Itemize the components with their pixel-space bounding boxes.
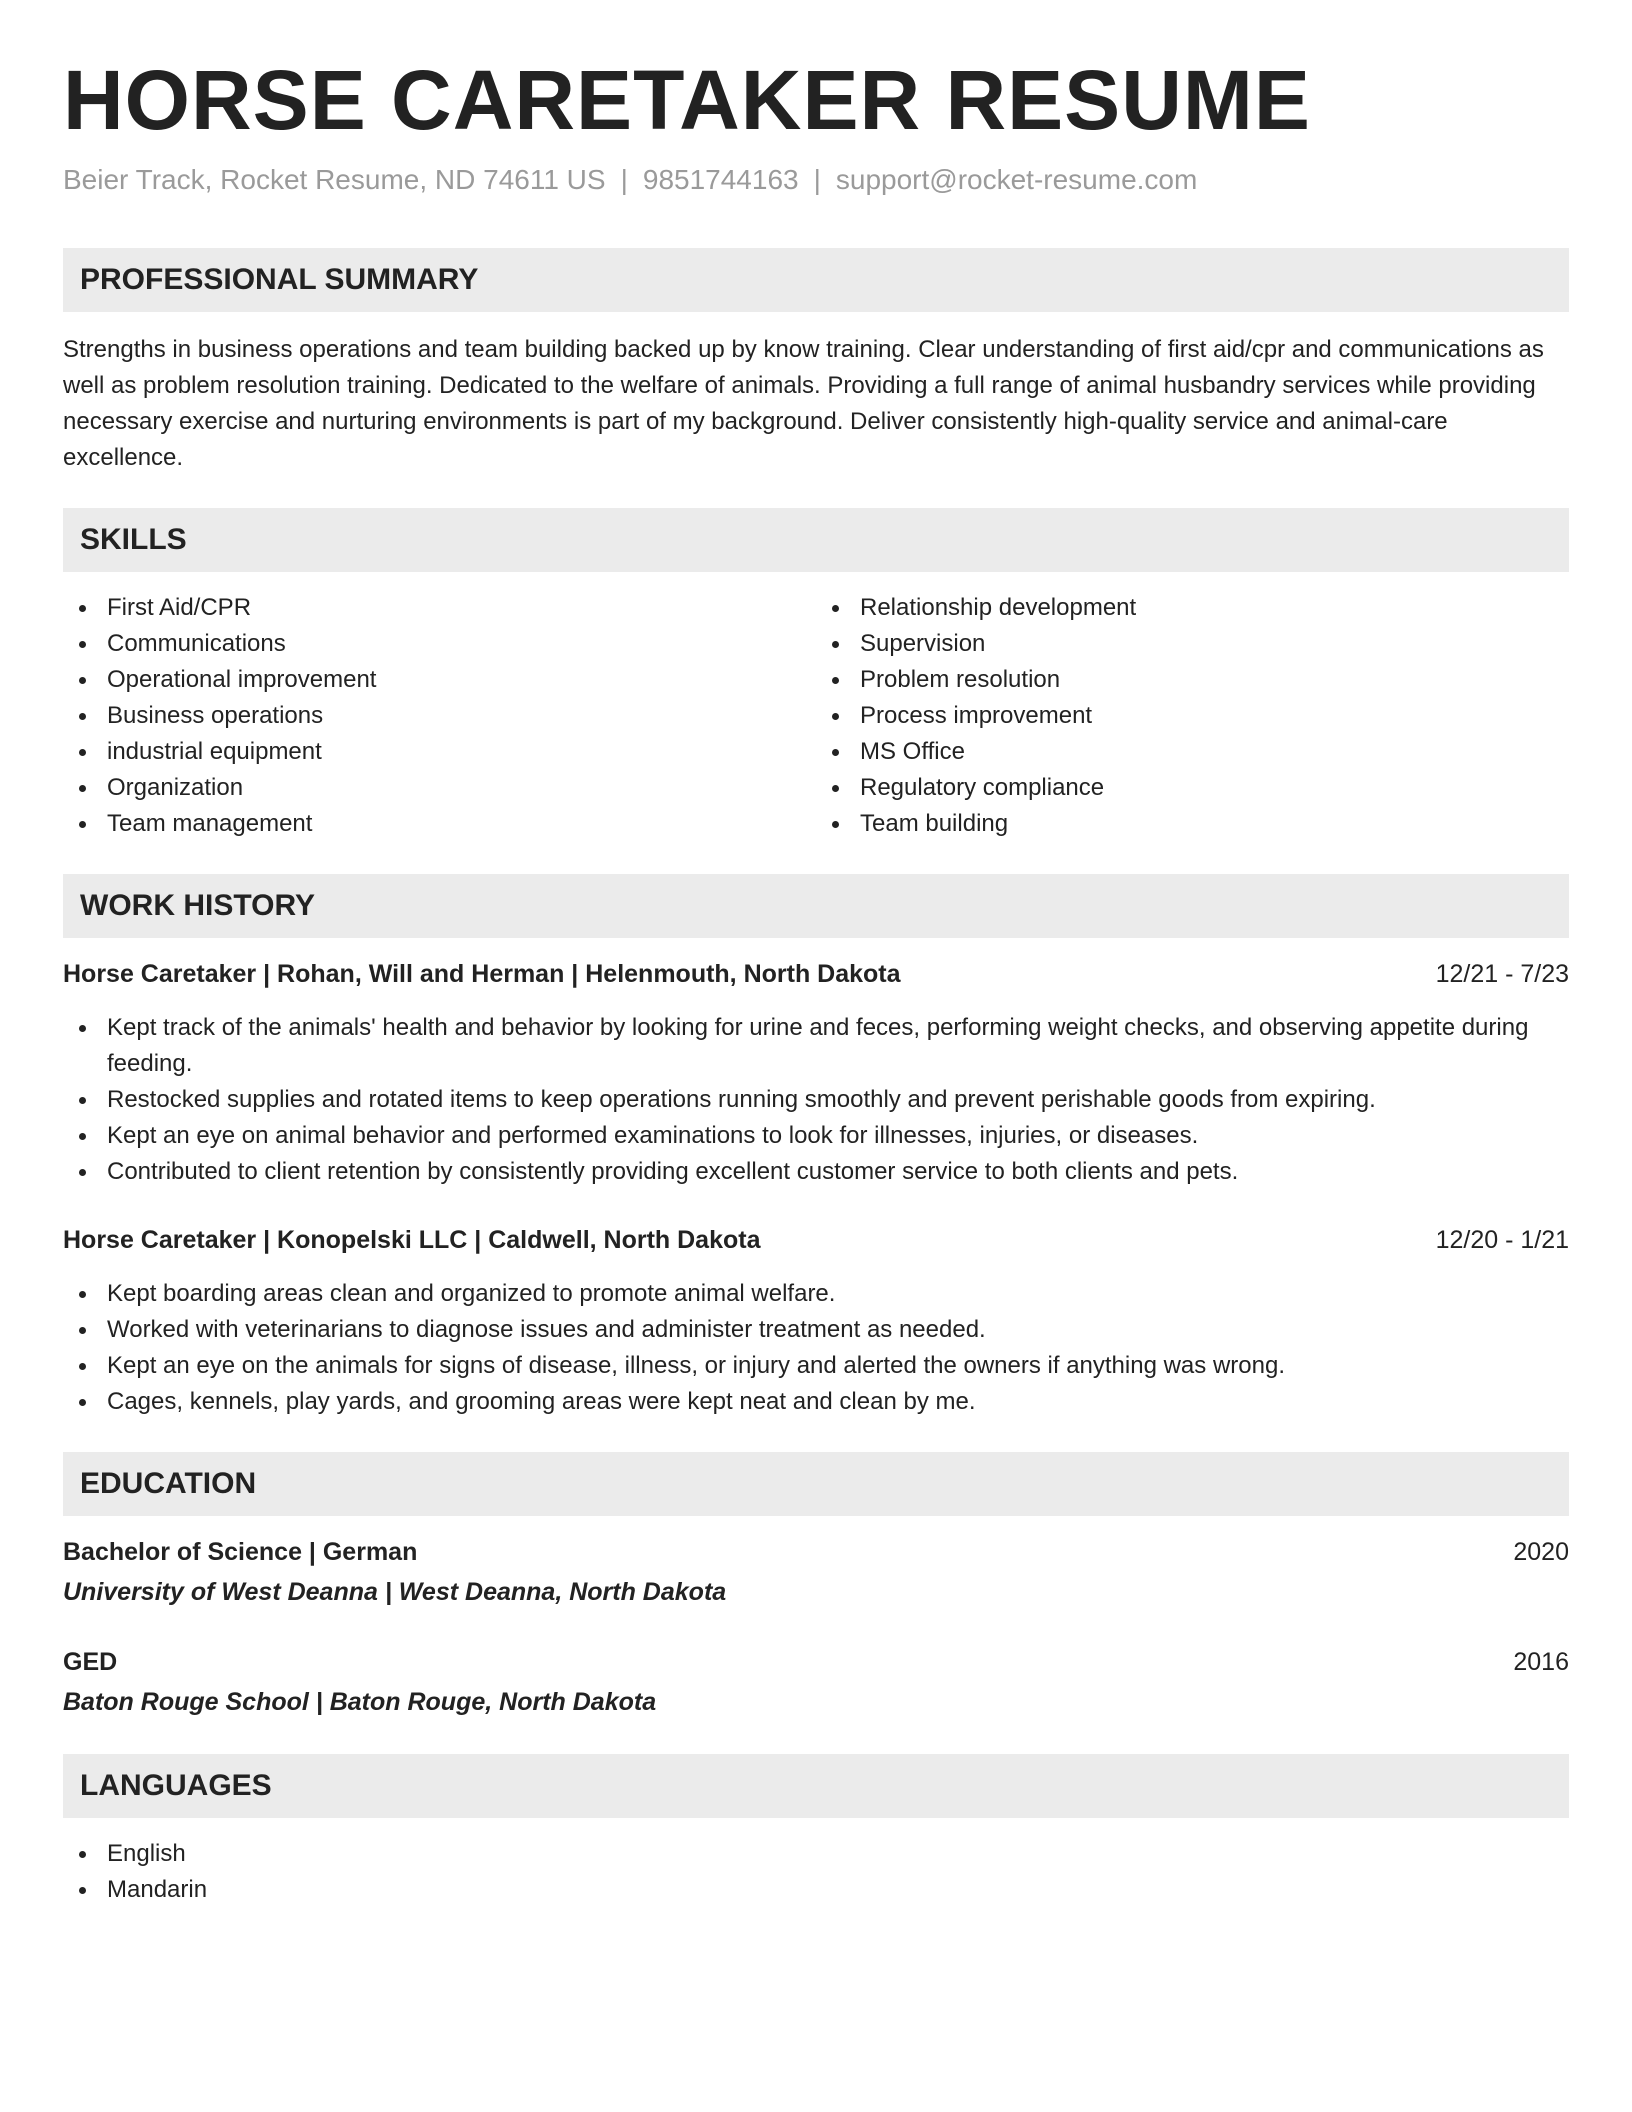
skills-column-right	[816, 590, 1569, 842]
language-item: Mandarin	[63, 1872, 1569, 1908]
contact-separator: |	[620, 164, 628, 195]
section-heading-summary: PROFESSIONAL SUMMARY	[63, 248, 1569, 312]
skill-item: Communications	[63, 626, 816, 662]
skill-item: MS Office	[816, 734, 1569, 770]
language-list	[63, 1836, 1569, 1908]
job-bullet: Restocked supplies and rotated items to keep operations running smoothly and prevent perishable goods from expiring.	[63, 1082, 1569, 1118]
job-dates: 12/20 - 1/21	[1435, 1226, 1569, 1254]
job-header	[63, 956, 1569, 992]
skills-grid	[63, 590, 1569, 842]
skill-item: Operational improvement	[63, 662, 816, 698]
section-heading-languages: LANGUAGES	[63, 1754, 1569, 1818]
education-year: 2020	[1513, 1538, 1569, 1566]
skill-item: industrial equipment	[63, 734, 816, 770]
skill-item: Problem resolution	[816, 662, 1569, 698]
job-header	[63, 1222, 1569, 1258]
job-bullet: Kept an eye on the animals for signs of disease, illness, or injury and alerted the owners if anything was wrong.	[63, 1348, 1569, 1384]
skill-item: Business operations	[63, 698, 816, 734]
skills-column-left	[63, 590, 816, 842]
contact-line	[63, 162, 1569, 198]
language-item: English	[63, 1836, 1569, 1872]
education-school: Baton Rouge School | Baton Rouge, North Dakota	[63, 1688, 657, 1716]
section-heading-work-history: WORK HISTORY	[63, 874, 1569, 938]
skill-item: First Aid/CPR	[63, 590, 816, 626]
skill-item: Team management	[63, 806, 816, 842]
job-dates: 12/21 - 7/23	[1435, 960, 1569, 988]
job-bullet: Contributed to client retention by consistently providing excellent customer service to both clients and pets.	[63, 1154, 1569, 1190]
education-degree: GED	[63, 1648, 118, 1676]
summary-text: Strengths in business operations and team building backed up by know training. Clear understanding of first aid/cpr and communications as well as problem resolution training. Dedicated to the welfare of animals. Providing a full range of animal husbandry services while providing necessary exercise and nurturing environments is part of my background. Deliver consistently high-quality service and animal-care excellence.	[63, 336, 1544, 471]
skill-item: Process improvement	[816, 698, 1569, 734]
section-heading-skills: SKILLS	[63, 508, 1569, 572]
contact-separator: |	[813, 164, 821, 195]
education-header	[63, 1534, 1569, 1570]
job-bullet: Kept track of the animals' health and behavior by looking for urine and feces, performing weight checks, and observing appetite during feeding.	[63, 1010, 1569, 1082]
skill-item: Regulatory compliance	[816, 770, 1569, 806]
job-bullet: Kept boarding areas clean and organized to promote animal welfare.	[63, 1276, 1569, 1312]
job-bullet: Worked with veterinarians to diagnose issues and administer treatment as needed.	[63, 1312, 1569, 1348]
skill-item: Relationship development	[816, 590, 1569, 626]
job-title: Horse Caretaker | Rohan, Will and Herman | Helenmouth, North Dakota	[63, 960, 901, 988]
contact-address: Beier Track, Rocket Resume, ND 74611 US	[63, 164, 606, 195]
education-year: 2016	[1513, 1648, 1569, 1676]
education-school: University of West Deanna | West Deanna, North Dakota	[63, 1578, 727, 1606]
job-bullet: Kept an eye on animal behavior and performed examinations to look for illnesses, injuries, or diseases.	[63, 1118, 1569, 1154]
contact-email: support@rocket-resume.com	[835, 164, 1198, 195]
job-bullet-list	[63, 1010, 1569, 1190]
job-title: Horse Caretaker | Konopelski LLC | Caldwell, North Dakota	[63, 1226, 761, 1254]
section-heading-education: EDUCATION	[63, 1452, 1569, 1516]
skill-item: Organization	[63, 770, 816, 806]
contact-phone: 9851744163	[642, 164, 799, 195]
resume-title: HORSE CARETAKER RESUME	[63, 53, 1311, 147]
education-header	[63, 1644, 1569, 1680]
skill-item: Supervision	[816, 626, 1569, 662]
job-bullet-list	[63, 1276, 1569, 1420]
skill-item: Team building	[816, 806, 1569, 842]
job-bullet: Cages, kennels, play yards, and grooming areas were kept neat and clean by me.	[63, 1384, 1569, 1420]
education-degree: Bachelor of Science | German	[63, 1538, 418, 1566]
